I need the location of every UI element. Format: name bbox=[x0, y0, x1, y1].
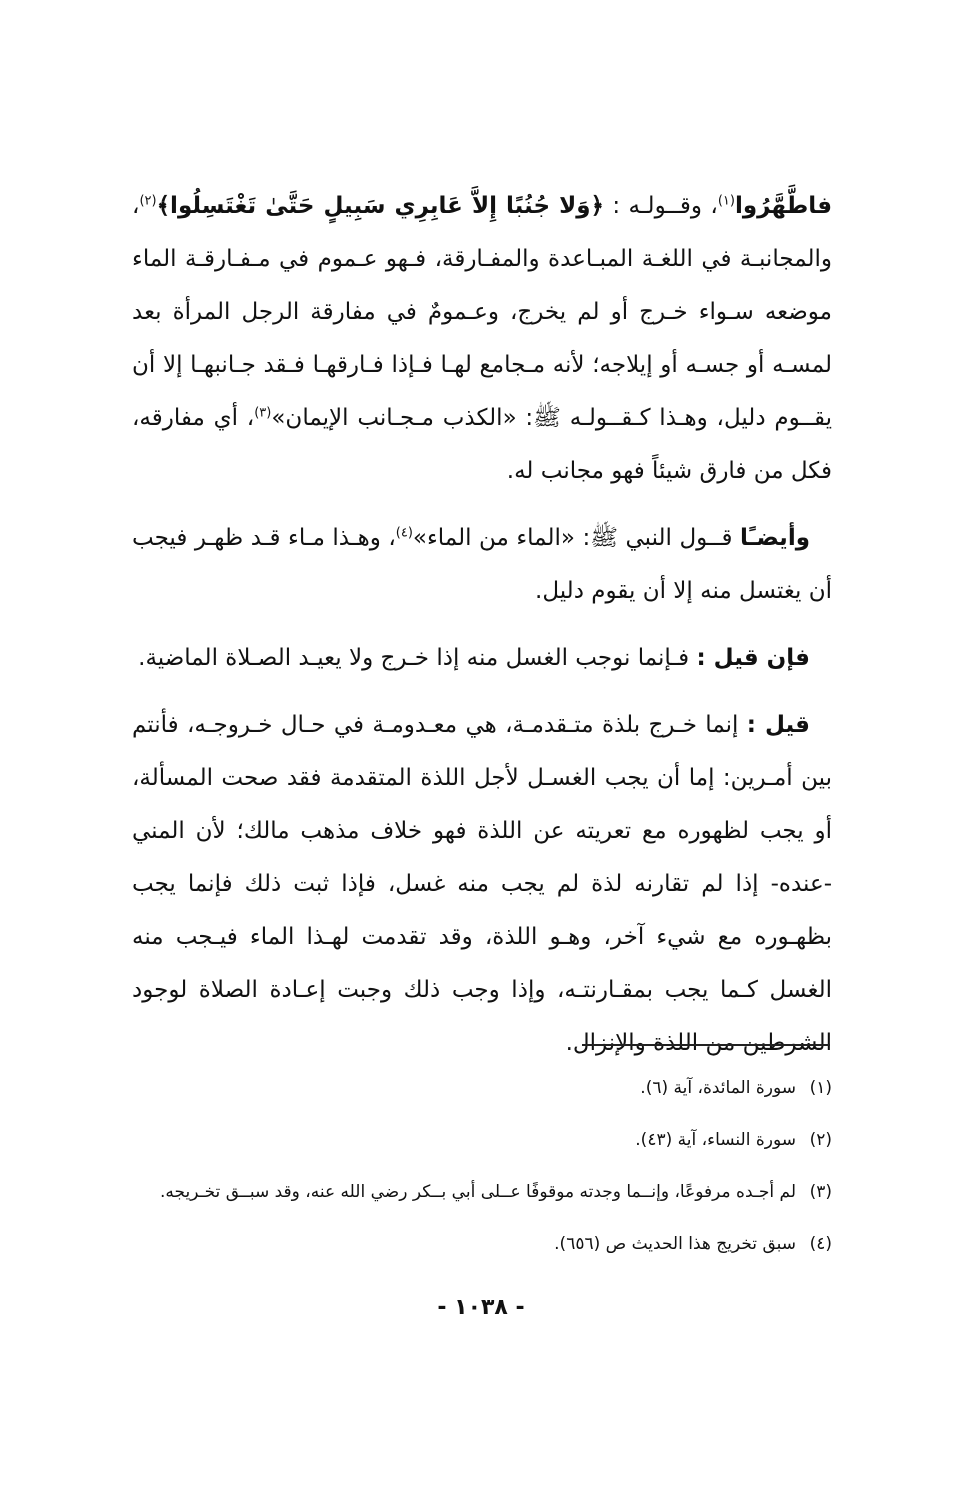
paragraph-1 bbox=[132, 180, 832, 498]
paragraph-4 bbox=[132, 699, 832, 1070]
footnote-number: (٣) bbox=[809, 1182, 832, 1202]
text-run: فـإنما نوجب الغسل منه إذا خـرج ولا يعيـد الصـلاة الماضية. bbox=[138, 645, 697, 671]
text-run: إنما خـرج بلذة متـقدمـة، هي معـدومـة في حـال خـروجـه، فأنتم بين أمـرين: إما أن يجب الغسـل لأجل اللذة المتقدمة فقد صحت المسألة، أو يجب لظهوره مع تعريته عن اللذة فهو خلاف مذهب مالك؛ لأن المني -عنده- إذا لم تقارنه لذة لم يجب منه غسل، فإذا ثبت ذلك فإنما يجب بظهـوره مع شيء آخر، وهـو اللذة، وقد تقدمت لهـذا الماء فيـجب منه الغسل كـما يجب بمقـارنتـه، وإذا وجب ذلك وجبت إعـادة الصلاة لوجود الشرطين من اللذة والإنزال. bbox=[132, 712, 832, 1056]
footnotes-list bbox=[112, 1075, 832, 1283]
footnote-text: سورة النساء، آية (٤٣). bbox=[635, 1130, 796, 1150]
paragraph-3 bbox=[132, 632, 832, 685]
footnote-item bbox=[112, 1127, 832, 1153]
footnote-number: (٤) bbox=[809, 1234, 832, 1254]
footnote-ref[interactable]: (١) bbox=[717, 193, 735, 209]
paragraph-2 bbox=[132, 512, 832, 618]
footnote-text: سورة المائدة، آية (٦). bbox=[640, 1078, 796, 1098]
footnote-number: (١) bbox=[809, 1078, 832, 1098]
lead-word: وأيضـًا bbox=[740, 525, 810, 551]
footnote-item bbox=[112, 1179, 832, 1205]
text-run: قــول النبي ﷺ: «الماء من الماء» bbox=[412, 525, 741, 551]
page-number: - ١٠٣٨ - bbox=[437, 1295, 525, 1320]
footnote-item bbox=[112, 1231, 832, 1257]
footnote-item bbox=[112, 1075, 832, 1101]
lead-word: قيل : bbox=[746, 712, 810, 738]
text-run: ، أي مفارقه، فكل من فارق شيئاً فهو مجانب له. bbox=[132, 405, 832, 484]
footnote-text: لم أجـده مرفوعًا، وإنــما وجدته موقوفًا عــلى أبي بــكر رضي الله عنه، وقد سبــق تخـريجه. bbox=[160, 1182, 796, 1202]
footnote-ref[interactable]: (٢) bbox=[139, 193, 157, 209]
quran-verse: فاطَّهَّرُوا bbox=[734, 193, 832, 219]
footnote-ref[interactable]: (٣) bbox=[254, 405, 272, 421]
text-run: ، والمجانبـة في اللغـة المبـاعدة والمفـارقة، فـهو عـموم في مـفـارقـة الماء موضعه سـواء خـرج أو لم يخرج، وعـمومٌ في مفارقة الرجل المرأة بعد لمسـه أو جسـه أو إيلاجه؛ لأنه مـجامع لهـا فـإذا فـارقهـا فـقد جـانبهـا إلا أن يقــوم دليل، وهـذا كـقــولـه ﷺ: «الكذب مـجـانب الإيمان» bbox=[132, 193, 832, 431]
lead-word: فإن قيل : bbox=[696, 645, 810, 671]
text-run: ، وقــولـه : bbox=[604, 193, 718, 219]
footnote-number: (٢) bbox=[809, 1130, 832, 1150]
footnote-ref[interactable]: (٤) bbox=[395, 525, 413, 541]
quran-verse: ﴿وَلا جُنُبًا إِلاَّ عَابِرِي سَبِيلٍ حَتَّىٰ تَغْتَسِلُوا﴾ bbox=[156, 193, 604, 219]
footnote-divider bbox=[582, 1044, 830, 1046]
footnote-text: سبق تخريج هذا الحديث ص (٦٥٦). bbox=[554, 1234, 796, 1254]
text-run: ، وهـذا مـاء قـد ظهـر فيجب أن يغتسل منه إلا أن يقوم دليل. bbox=[132, 525, 832, 604]
main-text bbox=[132, 180, 832, 1084]
